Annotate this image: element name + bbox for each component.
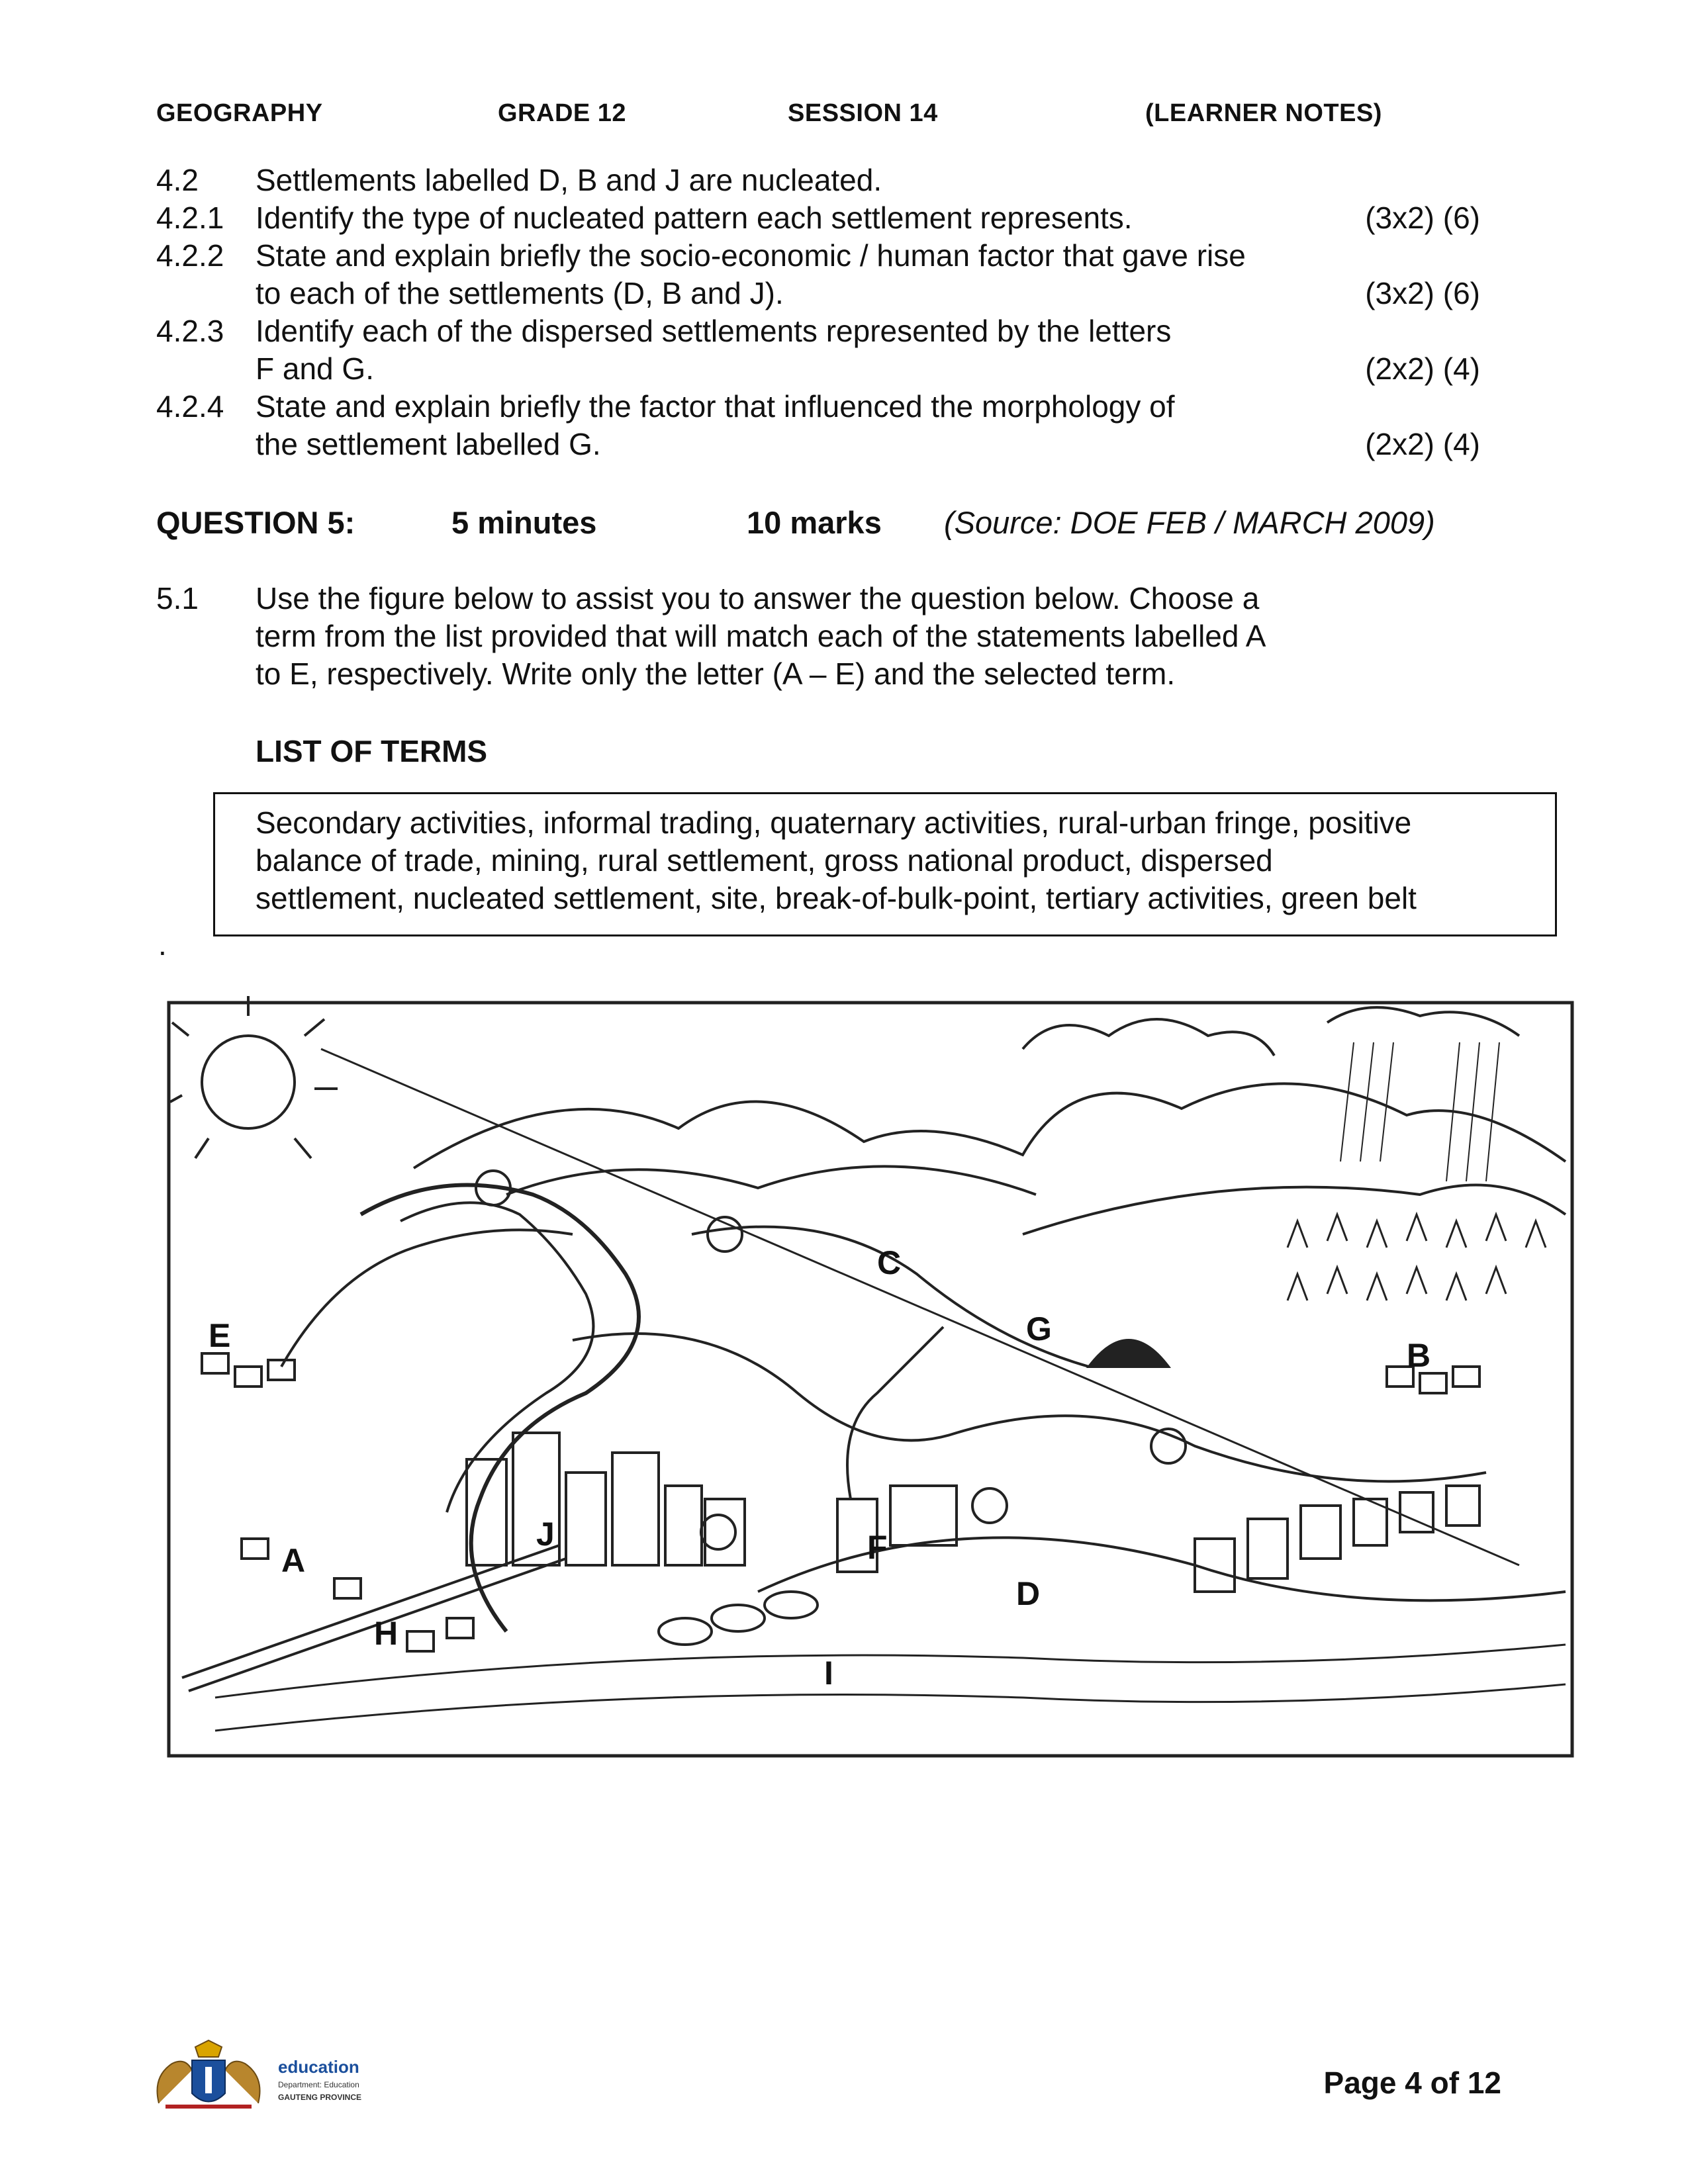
terms-title: LIST OF TERMS	[256, 734, 488, 768]
question5-time: 5 minutes	[451, 505, 597, 540]
terms-line: settlement, nucleated settlement, site, break-of-bulk-point, tertiary activities, green belt	[256, 881, 1417, 915]
question-number: 5.1	[156, 581, 199, 615]
settlement-landscape-figure	[162, 996, 1585, 1762]
header-notes: (LEARNER NOTES)	[1145, 99, 1382, 127]
header-subject: GEOGRAPHY	[156, 99, 323, 127]
figure-label-e: E	[209, 1317, 231, 1354]
question5-label: QUESTION 5:	[156, 505, 355, 540]
question-text: State and explain briefly the factor that influenced the morphology of	[256, 389, 1175, 424]
question-number: 4.2.4	[156, 389, 224, 424]
question-text: the settlement labelled G.	[256, 427, 601, 461]
question-marks: (2x2) (4)	[1365, 351, 1480, 386]
logo-wordmark: education	[278, 2057, 359, 2077]
header-grade: GRADE 12	[498, 99, 627, 127]
figure-label-j: J	[536, 1516, 555, 1553]
question-text: Settlements labelled D, B and J are nucleated.	[256, 163, 882, 197]
stray-mark: .	[158, 927, 167, 962]
question-text: Identify each of the dispersed settlements represented by the letters	[256, 314, 1172, 348]
question-text: F and G.	[256, 351, 374, 386]
question-marks: (3x2) (6)	[1365, 201, 1480, 235]
question-text: to E, respectively. Write only the letter (A – E) and the selected term.	[256, 657, 1176, 691]
terms-line: balance of trade, mining, rural settlement, gross national product, dispersed	[256, 843, 1273, 878]
figure-label-f: F	[867, 1529, 888, 1566]
question-text: to each of the settlements (D, B and J).	[256, 276, 784, 310]
question5-source: (Source: DOE FEB / MARCH 2009)	[944, 505, 1435, 540]
question-marks: (3x2) (6)	[1365, 276, 1480, 310]
header-session: SESSION 14	[788, 99, 938, 127]
figure-label-h: H	[374, 1615, 399, 1652]
figure-label-i: I	[824, 1655, 833, 1692]
figure-label-g: G	[1026, 1310, 1052, 1347]
question5-marks: 10 marks	[747, 505, 882, 540]
figure-label-b: B	[1407, 1337, 1431, 1374]
question-number: 4.2.1	[156, 201, 224, 235]
question-number: 4.2.3	[156, 314, 224, 348]
figure-label-a: A	[281, 1542, 306, 1579]
logo-department: Department: Education	[278, 2080, 359, 2089]
question-marks: (2x2) (4)	[1365, 427, 1480, 461]
question-text: term from the list provided that will match each of the statements labelled A	[256, 619, 1266, 653]
question-number: 4.2.2	[156, 238, 224, 273]
figure-label-c: C	[877, 1244, 902, 1281]
question-number: 4.2	[156, 163, 199, 197]
question-text: Use the figure below to assist you to answer the question below. Choose a	[256, 581, 1260, 615]
figure-label-d: D	[1016, 1575, 1041, 1612]
terms-line: Secondary activities, informal trading, quaternary activities, rural-urban fringe, positive	[256, 805, 1412, 840]
question-text: Identify the type of nucleated pattern each settlement represents.	[256, 201, 1133, 235]
page-number: Page 4 of 12	[1323, 2066, 1501, 2100]
logo-province: GAUTENG PROVINCE	[278, 2093, 362, 2102]
question-text: State and explain briefly the socio-economic / human factor that gave rise	[256, 238, 1246, 273]
